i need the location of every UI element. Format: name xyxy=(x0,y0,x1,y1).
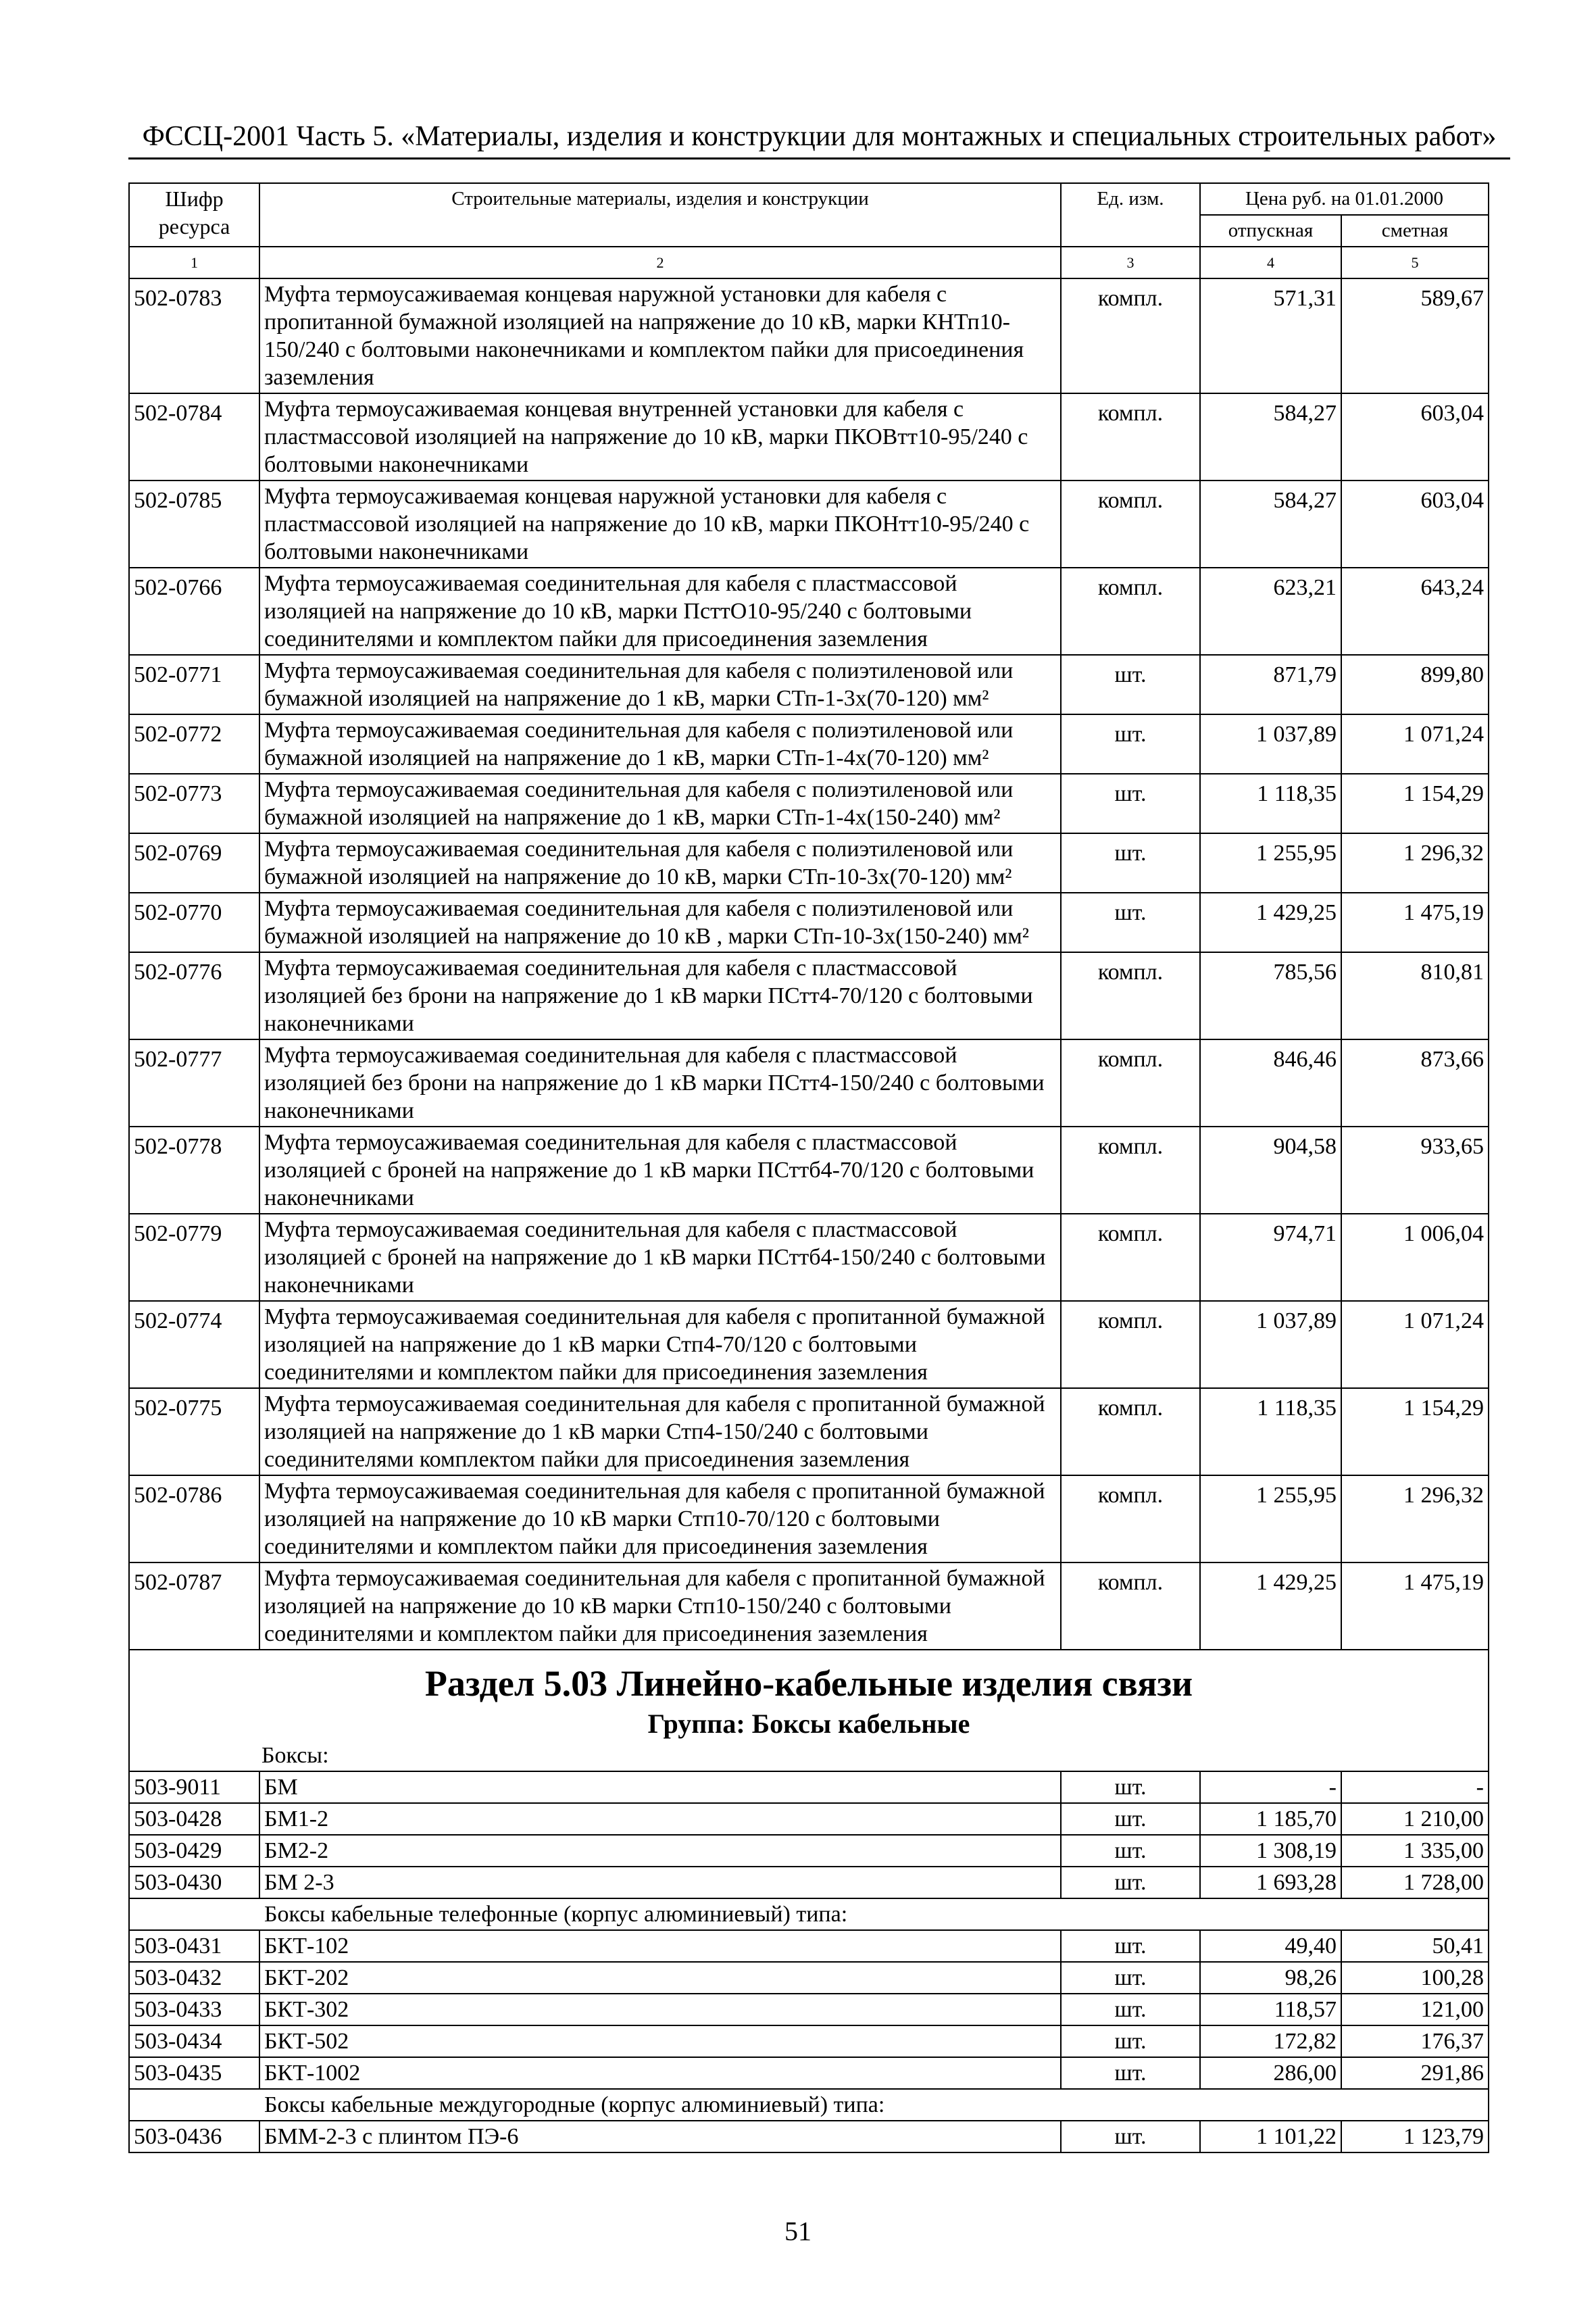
price-estimate: 121,00 xyxy=(1341,1994,1489,2025)
table-row xyxy=(129,2121,1489,2152)
table-row xyxy=(129,1562,1489,1650)
table-row xyxy=(129,1214,1489,1301)
item-name: Муфта термоусаживаемая соединительная для кабеля с пропитанной бумажной изоляцией на напряжение до 10 кВ марки Стп10-70/120 с болтовыми соединителями и комплектом пайки для присоединения заземления xyxy=(259,1475,1061,1562)
table-row xyxy=(129,655,1489,714)
item-name: БМ 2-3 xyxy=(259,1867,1061,1898)
header-rule xyxy=(128,157,1510,159)
item-name: Муфта термоусаживаемая соединительная для кабеля с полиэтиленовой или бумажной изоляцией на напряжение до 10 кВ, марки СТп-10-3х(70-120) мм² xyxy=(259,833,1061,893)
table-row xyxy=(129,393,1489,481)
col-number: 1 xyxy=(129,247,259,278)
price-release: 871,79 xyxy=(1200,655,1341,714)
page-number: 51 xyxy=(784,2216,812,2246)
table-row xyxy=(129,1835,1489,1867)
section-block xyxy=(129,1650,1489,1771)
price-estimate: 1 296,32 xyxy=(1341,833,1489,893)
resource-code: 502-0786 xyxy=(129,1475,259,1562)
unit-cell: шт. xyxy=(1061,1867,1200,1898)
running-title: ФССЦ-2001 Часть 5. «Материалы, изделия и конструкции для монтажных и специальных строительных работ» xyxy=(142,121,1497,152)
price-estimate: 1 296,32 xyxy=(1341,1475,1489,1562)
price-release: 1 429,25 xyxy=(1200,893,1341,952)
price-estimate: 1 728,00 xyxy=(1341,1867,1489,1898)
resource-code: 502-0766 xyxy=(129,568,259,655)
price-release: 49,40 xyxy=(1200,1930,1341,1962)
item-name: БКТ-102 xyxy=(259,1930,1061,1962)
table-row xyxy=(129,1803,1489,1835)
table-row xyxy=(129,2025,1489,2057)
price-release: 286,00 xyxy=(1200,2057,1341,2089)
item-name: Муфта термоусаживаемая соединительная для кабеля с пластмассовой изоляцией на напряжение до 10 кВ, марки ПсттО10-95/240 с болтовыми соединителями и комплектом пайки для присоединения заземления xyxy=(259,568,1061,655)
table-row xyxy=(129,714,1489,774)
price-estimate: 1 154,29 xyxy=(1341,774,1489,833)
price-release: 1 118,35 xyxy=(1200,1388,1341,1475)
price-estimate: 291,86 xyxy=(1341,2057,1489,2089)
table-row xyxy=(129,893,1489,952)
item-name: БКТ-502 xyxy=(259,2025,1061,2057)
item-name: Муфта термоусаживаемая концевая внутренней установки для кабеля с пластмассовой изоляцией на напряжение до 10 кВ, марки ПКОВтт10-95/240 с болтовыми наконечниками xyxy=(259,393,1061,481)
resource-code: 502-0771 xyxy=(129,655,259,714)
item-name: Муфта термоусаживаемая концевая наружной установки для кабеля с пластмассовой изоляцией на напряжение до 10 кВ, марки ПКОНтт10-95/240 с болтовыми наконечниками xyxy=(259,481,1061,568)
resource-code: 503-9011 xyxy=(129,1771,259,1803)
price-release: 584,27 xyxy=(1200,393,1341,481)
group-title: Группа: Боксы кабельные xyxy=(647,1708,970,1739)
price-estimate: 810,81 xyxy=(1341,952,1489,1039)
unit-cell: компл. xyxy=(1061,1562,1200,1650)
table-row xyxy=(129,1930,1489,1962)
unit-cell: шт. xyxy=(1061,2057,1200,2089)
item-name: Муфта термоусаживаемая соединительная для кабеля с пропитанной бумажной изоляцией на напряжение до 1 кВ марки Стп4-70/120 с болтовыми соединителями и комплектом пайки для присоединения заземления xyxy=(259,1301,1061,1388)
boxes-label: Боксы: xyxy=(261,1743,329,1768)
resource-code: 503-0431 xyxy=(129,1930,259,1962)
price-estimate: 176,37 xyxy=(1341,2025,1489,2057)
resource-code: 503-0435 xyxy=(129,2057,259,2089)
resource-code: 502-0774 xyxy=(129,1301,259,1388)
item-name: БКТ-302 xyxy=(259,1994,1061,2025)
section-block-row xyxy=(129,1650,1489,1771)
table-row xyxy=(129,568,1489,655)
item-name: Муфта термоусаживаемая соединительная для кабеля с полиэтиленовой или бумажной изоляцией на напряжение до 1 кВ, марки СТп-1-4х(150-240) мм² xyxy=(259,774,1061,833)
price-release: 1 101,22 xyxy=(1200,2121,1341,2152)
price-release: 1 429,25 xyxy=(1200,1562,1341,1650)
unit-cell: шт. xyxy=(1061,2121,1200,2152)
price-release: 623,21 xyxy=(1200,568,1341,655)
price-release: 118,57 xyxy=(1200,1994,1341,2025)
resource-code: 503-0432 xyxy=(129,1962,259,1994)
table-row xyxy=(129,952,1489,1039)
table-row xyxy=(129,1039,1489,1127)
resource-code: 502-0769 xyxy=(129,833,259,893)
price-estimate: 589,67 xyxy=(1341,278,1489,393)
table-row xyxy=(129,774,1489,833)
resource-code: 502-0779 xyxy=(129,1214,259,1301)
item-name: БМ xyxy=(259,1771,1061,1803)
price-release: 1 118,35 xyxy=(1200,774,1341,833)
item-name: Муфта термоусаживаемая соединительная для кабеля с пропитанной бумажной изоляцией на напряжение до 10 кВ марки Стп10-150/240 с болтовыми соединителями и комплектом пайки для присоединения заземления xyxy=(259,1562,1061,1650)
table-row xyxy=(129,1994,1489,2025)
price-release: 1 185,70 xyxy=(1200,1803,1341,1835)
unit-cell: компл. xyxy=(1061,952,1200,1039)
unit-cell: шт. xyxy=(1061,1771,1200,1803)
price-release: 846,46 xyxy=(1200,1039,1341,1127)
price-estimate: 603,04 xyxy=(1341,481,1489,568)
item-name: Муфта термоусаживаемая соединительная для кабеля с пластмассовой изоляцией без брони на напряжение до 1 кВ марки ПСтт4-70/120 с болтовыми наконечниками xyxy=(259,952,1061,1039)
unit-cell: компл. xyxy=(1061,1127,1200,1214)
price-release: 1 308,19 xyxy=(1200,1835,1341,1867)
unit-cell: компл. xyxy=(1061,1388,1200,1475)
table-row xyxy=(129,1127,1489,1214)
unit-cell: компл. xyxy=(1061,1475,1200,1562)
unit-cell: шт. xyxy=(1061,1930,1200,1962)
item-name: БММ-2-3 с плинтом ПЭ-6 xyxy=(259,2121,1061,2152)
table-row xyxy=(129,1301,1489,1388)
resource-code: 502-0778 xyxy=(129,1127,259,1214)
unit-cell: компл. xyxy=(1061,1214,1200,1301)
unit-cell: шт. xyxy=(1061,1994,1200,2025)
table-header-row xyxy=(129,183,1489,215)
table-row xyxy=(129,2057,1489,2089)
price-estimate: 1 475,19 xyxy=(1341,1562,1489,1650)
item-name: Муфта термоусаживаемая соединительная для кабеля с пластмассовой изоляцией с броней на напряжение до 1 кВ марки ПСттб4-150/240 с болтовыми наконечниками xyxy=(259,1214,1061,1301)
unit-cell: шт. xyxy=(1061,833,1200,893)
price-estimate: 1 071,24 xyxy=(1341,714,1489,774)
resource-code: 502-0784 xyxy=(129,393,259,481)
table-row xyxy=(129,481,1489,568)
price-estimate: - xyxy=(1341,1771,1489,1803)
header-price-group: Цена руб. на 01.01.2000 xyxy=(1200,183,1489,215)
header-code: Шифр ресурса xyxy=(129,183,259,247)
price-table xyxy=(128,182,1489,2153)
resource-code: 503-0428 xyxy=(129,1803,259,1835)
item-name: БКТ-1002 xyxy=(259,2057,1061,2089)
longdistance-boxes-label-row xyxy=(129,2089,1489,2121)
item-name: БКТ-202 xyxy=(259,1962,1061,1994)
resource-code: 503-0429 xyxy=(129,1835,259,1867)
price-estimate: 1 335,00 xyxy=(1341,1835,1489,1867)
price-release: 172,82 xyxy=(1200,2025,1341,2057)
item-name: БМ1-2 xyxy=(259,1803,1061,1835)
item-name: Муфта термоусаживаемая соединительная для кабеля с пропитанной бумажной изоляцией на напряжение до 1 кВ марки Стп4-150/240 с болтовыми соединителями комплектом пайки для присоединения заземления xyxy=(259,1388,1061,1475)
unit-cell: компл. xyxy=(1061,1301,1200,1388)
resource-code: 503-0436 xyxy=(129,2121,259,2152)
unit-cell: компл. xyxy=(1061,393,1200,481)
price-release: 98,26 xyxy=(1200,1962,1341,1994)
col-number: 3 xyxy=(1061,247,1200,278)
unit-cell: шт. xyxy=(1061,714,1200,774)
longdistance-boxes-label: Боксы кабельные междугородные (корпус алюминиевый) типа: xyxy=(129,2089,1489,2121)
price-release: 904,58 xyxy=(1200,1127,1341,1214)
price-release: 1 037,89 xyxy=(1200,1301,1341,1388)
unit-cell: шт. xyxy=(1061,893,1200,952)
table-row xyxy=(129,1962,1489,1994)
item-name: Муфта термоусаживаемая соединительная для кабеля с пластмассовой изоляцией с броней на напряжение до 1 кВ марки ПСттб4-70/120 с болтовыми наконечниками xyxy=(259,1127,1061,1214)
header-price-estimate: сметная xyxy=(1341,215,1489,247)
item-name: Муфта термоусаживаемая соединительная для кабеля с полиэтиленовой или бумажной изоляцией на напряжение до 1 кВ, марки СТп-1-4х(70-120) мм² xyxy=(259,714,1061,774)
resource-code: 503-0434 xyxy=(129,2025,259,2057)
price-estimate: 1 123,79 xyxy=(1341,2121,1489,2152)
item-name: Муфта термоусаживаемая соединительная для кабеля с полиэтиленовой или бумажной изоляцией на напряжение до 10 кВ , марки СТп-10-3х(150-240) мм² xyxy=(259,893,1061,952)
resource-code: 502-0775 xyxy=(129,1388,259,1475)
column-numbers-row xyxy=(129,247,1489,278)
table-row xyxy=(129,833,1489,893)
price-estimate: 899,80 xyxy=(1341,655,1489,714)
resource-code: 502-0785 xyxy=(129,481,259,568)
item-name: Муфта термоусаживаемая концевая наружной установки для кабеля с пропитанной бумажной изоляцией на напряжение до 10 кВ, марки КНТп10-150/240 с болтовыми наконечниками и комплектом пайки для присоединения заземления xyxy=(259,278,1061,393)
price-estimate: 100,28 xyxy=(1341,1962,1489,1994)
price-release: 785,56 xyxy=(1200,952,1341,1039)
resource-code: 503-0433 xyxy=(129,1994,259,2025)
price-estimate: 50,41 xyxy=(1341,1930,1489,1962)
table-row xyxy=(129,1475,1489,1562)
table-row xyxy=(129,1388,1489,1475)
price-release: 1 255,95 xyxy=(1200,833,1341,893)
item-name: БМ2-2 xyxy=(259,1835,1061,1867)
unit-cell: шт. xyxy=(1061,1962,1200,1994)
resource-code: 502-0777 xyxy=(129,1039,259,1127)
price-estimate: 873,66 xyxy=(1341,1039,1489,1127)
unit-cell: компл. xyxy=(1061,481,1200,568)
resource-code: 502-0770 xyxy=(129,893,259,952)
unit-cell: шт. xyxy=(1061,1835,1200,1867)
price-release: 974,71 xyxy=(1200,1214,1341,1301)
resource-code: 502-0772 xyxy=(129,714,259,774)
header-price-release: отпускная xyxy=(1200,215,1341,247)
resource-code: 503-0430 xyxy=(129,1867,259,1898)
price-estimate: 643,24 xyxy=(1341,568,1489,655)
price-release: 1 255,95 xyxy=(1200,1475,1341,1562)
col-number: 2 xyxy=(259,247,1061,278)
col-number: 5 xyxy=(1341,247,1489,278)
price-estimate: 1 154,29 xyxy=(1341,1388,1489,1475)
table-row xyxy=(129,1867,1489,1898)
unit-cell: компл. xyxy=(1061,568,1200,655)
price-release: 1 037,89 xyxy=(1200,714,1341,774)
price-release: 584,27 xyxy=(1200,481,1341,568)
resource-code: 502-0783 xyxy=(129,278,259,393)
resource-code: 502-0773 xyxy=(129,774,259,833)
item-name: Муфта термоусаживаемая соединительная для кабеля с полиэтиленовой или бумажной изоляцией на напряжение до 1 кВ, марки СТп-1-3х(70-120) мм² xyxy=(259,655,1061,714)
price-release: 571,31 xyxy=(1200,278,1341,393)
telephone-boxes-label: Боксы кабельные телефонные (корпус алюминиевый) типа: xyxy=(129,1898,1489,1930)
col-number: 4 xyxy=(1200,247,1341,278)
price-estimate: 1 475,19 xyxy=(1341,893,1489,952)
price-estimate: 603,04 xyxy=(1341,393,1489,481)
price-release: - xyxy=(1200,1771,1341,1803)
table-row xyxy=(129,1771,1489,1803)
telephone-boxes-label-row xyxy=(129,1898,1489,1930)
price-estimate: 933,65 xyxy=(1341,1127,1489,1214)
unit-cell: компл. xyxy=(1061,278,1200,393)
resource-code: 502-0787 xyxy=(129,1562,259,1650)
section-title: Раздел 5.03 Линейно-кабельные изделия связи xyxy=(424,1663,1193,1704)
unit-cell: шт. xyxy=(1061,774,1200,833)
price-estimate: 1 071,24 xyxy=(1341,1301,1489,1388)
header-unit: Ед. изм. xyxy=(1061,183,1200,247)
unit-cell: шт. xyxy=(1061,655,1200,714)
unit-cell: шт. xyxy=(1061,2025,1200,2057)
header-name: Строительные материалы, изделия и конструкции xyxy=(259,183,1061,247)
price-estimate: 1 006,04 xyxy=(1341,1214,1489,1301)
price-release: 1 693,28 xyxy=(1200,1867,1341,1898)
price-estimate: 1 210,00 xyxy=(1341,1803,1489,1835)
resource-code: 502-0776 xyxy=(129,952,259,1039)
unit-cell: шт. xyxy=(1061,1803,1200,1835)
unit-cell: компл. xyxy=(1061,1039,1200,1127)
item-name: Муфта термоусаживаемая соединительная для кабеля с пластмассовой изоляцией без брони на напряжение до 1 кВ марки ПСтт4-150/240 с болтовыми наконечниками xyxy=(259,1039,1061,1127)
table-row xyxy=(129,278,1489,393)
